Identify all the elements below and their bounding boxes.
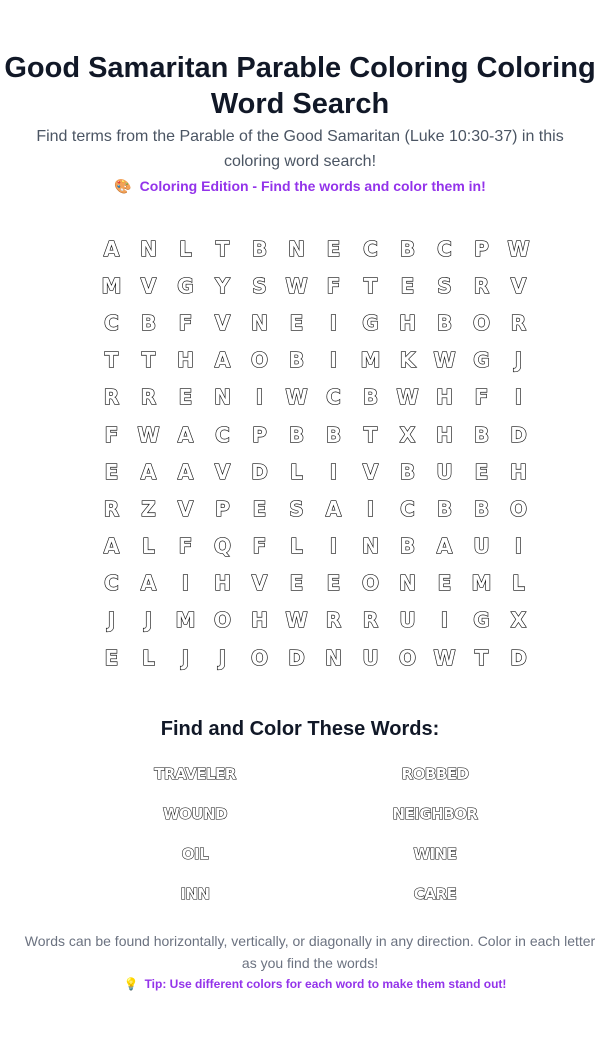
tip-text: Tip: Use different colors for each word to make them stand out!: [144, 977, 507, 991]
grid-cell[interactable]: J: [181, 645, 190, 670]
word-item: NEIGHBOR: [392, 805, 478, 823]
grid-cell[interactable]: M: [175, 608, 196, 633]
grid-cell[interactable]: I: [329, 348, 338, 373]
grid-cell[interactable]: S: [252, 273, 267, 298]
page-title: Good Samaritan Parable Coloring Coloring Word Search: [4, 52, 596, 120]
word-item: ROBBED: [401, 765, 469, 783]
grid-cell[interactable]: V: [140, 273, 157, 298]
word-item: WINE: [413, 845, 457, 863]
grid-cell[interactable]: Y: [215, 273, 230, 298]
grid-cell[interactable]: F: [326, 273, 341, 298]
grid-cell[interactable]: E: [104, 645, 119, 670]
grid-cell[interactable]: J: [218, 645, 227, 670]
grid-cell[interactable]: A: [214, 348, 231, 373]
grid-cell[interactable]: J: [514, 348, 523, 373]
grid-cell[interactable]: G: [473, 608, 490, 633]
grid-cell[interactable]: O: [213, 608, 231, 633]
grid-cell[interactable]: V: [214, 310, 231, 335]
grid-cell[interactable]: F: [178, 534, 193, 559]
grid-cell[interactable]: B: [436, 496, 453, 521]
grid-cell[interactable]: R: [510, 310, 527, 335]
grid-cell[interactable]: C: [104, 310, 119, 335]
grid-cell[interactable]: L: [142, 534, 155, 559]
grid-cell[interactable]: T: [363, 273, 378, 298]
grid-cell[interactable]: V: [177, 496, 194, 521]
page-subtitle: Find terms from the Parable of the Good Samaritan (Luke 10:30-37) in this coloring word search!: [36, 128, 564, 170]
grid-cell[interactable]: I: [514, 534, 523, 559]
grid-cell[interactable]: K: [399, 348, 416, 373]
grid-cell[interactable]: B: [288, 422, 305, 447]
grid-cell[interactable]: H: [436, 422, 453, 447]
word-item: OIL: [181, 845, 209, 863]
grid-cell[interactable]: W: [285, 273, 308, 298]
grid-cell[interactable]: I: [329, 459, 338, 484]
grid-cell[interactable]: V: [510, 273, 527, 298]
grid-cell[interactable]: W: [137, 422, 160, 447]
grid-cell[interactable]: X: [399, 422, 416, 447]
grid-cell[interactable]: D: [510, 645, 527, 670]
grid-cell[interactable]: H: [251, 608, 268, 633]
grid-cell[interactable]: I: [440, 608, 449, 633]
grid-cell[interactable]: A: [140, 459, 157, 484]
grid-cell[interactable]: P: [474, 236, 489, 261]
grid-cell[interactable]: B: [399, 459, 416, 484]
grid-cell[interactable]: B: [399, 236, 416, 261]
grid-cell[interactable]: C: [326, 385, 341, 410]
grid-cell[interactable]: R: [103, 385, 120, 410]
grid-cell[interactable]: F: [178, 310, 193, 335]
grid-cell[interactable]: W: [433, 348, 456, 373]
grid-cell[interactable]: S: [437, 273, 452, 298]
grid-cell[interactable]: V: [362, 459, 379, 484]
grid-cell[interactable]: J: [107, 608, 116, 633]
grid-cell[interactable]: M: [101, 273, 122, 298]
grid-cell[interactable]: Q: [213, 534, 231, 559]
grid-cell[interactable]: U: [436, 459, 453, 484]
word-search-grid: [93, 230, 537, 676]
grid-cell[interactable]: O: [509, 496, 527, 521]
grid-cell[interactable]: F: [252, 534, 267, 559]
grid-cell[interactable]: N: [325, 645, 342, 670]
grid-cell[interactable]: E: [289, 310, 304, 335]
grid-cell[interactable]: A: [177, 459, 194, 484]
grid-cell[interactable]: C: [437, 236, 452, 261]
tip-banner: [0, 977, 600, 991]
grid-cell[interactable]: U: [362, 645, 379, 670]
grid-cell[interactable]: R: [103, 496, 120, 521]
grid-cell[interactable]: X: [510, 608, 527, 633]
word-item: WOUND: [163, 805, 227, 823]
grid-cell[interactable]: B: [399, 534, 416, 559]
grid-cell[interactable]: I: [329, 310, 338, 335]
grid-cell[interactable]: I: [255, 385, 264, 410]
grid-cell[interactable]: M: [360, 348, 381, 373]
grid-cell[interactable]: O: [361, 571, 379, 596]
grid-cell[interactable]: N: [288, 236, 305, 261]
grid-cell[interactable]: U: [473, 534, 490, 559]
grid-cell[interactable]: A: [325, 496, 342, 521]
grid-cell[interactable]: L: [290, 534, 303, 559]
grid-cell[interactable]: N: [399, 571, 416, 596]
grid-cell[interactable]: B: [473, 496, 490, 521]
word-item: CARE: [413, 885, 457, 903]
grid-cell[interactable]: M: [471, 571, 492, 596]
grid-cell[interactable]: B: [362, 385, 379, 410]
grid-cell[interactable]: T: [363, 422, 378, 447]
grid-cell[interactable]: R: [140, 385, 157, 410]
grid-cell[interactable]: V: [214, 459, 231, 484]
grid-cell[interactable]: T: [104, 348, 119, 373]
grid-cell[interactable]: L: [290, 459, 303, 484]
grid-cell[interactable]: D: [510, 422, 527, 447]
grid-cell[interactable]: H: [399, 310, 416, 335]
grid-cell[interactable]: H: [214, 571, 231, 596]
grid-cell[interactable]: P: [252, 422, 267, 447]
grid-cell[interactable]: W: [433, 645, 456, 670]
grid-cell[interactable]: O: [250, 348, 268, 373]
grid-cell[interactable]: B: [140, 310, 157, 335]
grid-cell[interactable]: O: [250, 645, 268, 670]
grid-cell[interactable]: G: [177, 273, 194, 298]
grid-cell[interactable]: E: [289, 571, 304, 596]
grid-cell[interactable]: E: [252, 496, 267, 521]
grid-cell[interactable]: D: [288, 645, 305, 670]
grid-cell[interactable]: N: [140, 236, 157, 261]
grid-cell[interactable]: I: [181, 571, 190, 596]
word-item: TRAVELER: [154, 765, 236, 783]
grid-cell[interactable]: Z: [141, 496, 156, 521]
grid-cell[interactable]: A: [103, 534, 120, 559]
grid-cell[interactable]: B: [251, 236, 268, 261]
grid-cell[interactable]: J: [144, 608, 153, 633]
instructions-text: Words can be found horizontally, vertically, or diagonally in any direction. Color in each letter as you find the words!: [24, 933, 596, 971]
grid-cell[interactable]: F: [474, 385, 489, 410]
grid-cell[interactable]: H: [177, 348, 194, 373]
grid-cell[interactable]: S: [289, 496, 304, 521]
grid-cell[interactable]: A: [140, 571, 157, 596]
grid-cell[interactable]: E: [437, 571, 452, 596]
grid-cell[interactable]: A: [103, 236, 120, 261]
grid-cell[interactable]: H: [510, 459, 527, 484]
grid-cell[interactable]: N: [362, 534, 379, 559]
grid-cell[interactable]: D: [251, 459, 268, 484]
grid-cell[interactable]: G: [473, 348, 490, 373]
edition-banner: [0, 178, 600, 195]
grid-cell[interactable]: U: [399, 608, 416, 633]
grid-cell[interactable]: C: [400, 496, 415, 521]
grid-cell[interactable]: W: [285, 608, 308, 633]
grid-cell[interactable]: B: [288, 348, 305, 373]
grid-cell[interactable]: A: [436, 534, 453, 559]
grid-cell[interactable]: W: [396, 385, 419, 410]
word-item: INN: [180, 885, 210, 903]
grid-cell[interactable]: N: [214, 385, 231, 410]
grid-cell[interactable]: T: [215, 236, 230, 261]
grid-cell[interactable]: C: [104, 571, 119, 596]
lightbulb-icon: 💡: [123, 977, 139, 991]
grid-cell[interactable]: B: [436, 310, 453, 335]
grid-cell[interactable]: H: [436, 385, 453, 410]
grid-cell[interactable]: W: [285, 385, 308, 410]
grid-cell[interactable]: W: [507, 236, 530, 261]
grid-cell[interactable]: R: [325, 608, 342, 633]
grid-cell[interactable]: T: [474, 645, 489, 670]
grid-cell[interactable]: E: [326, 236, 341, 261]
word-list: [75, 763, 555, 923]
grid-cell[interactable]: G: [362, 310, 379, 335]
grid-cell[interactable]: R: [473, 273, 490, 298]
grid-cell[interactable]: C: [215, 422, 230, 447]
grid-cell[interactable]: I: [514, 385, 523, 410]
grid-cell[interactable]: P: [215, 496, 230, 521]
grid-cell[interactable]: C: [363, 236, 378, 261]
grid-cell[interactable]: I: [366, 496, 375, 521]
grid-cell[interactable]: A: [177, 422, 194, 447]
words-heading: Find and Color These Words:: [160, 718, 440, 740]
grid-cell[interactable]: E: [178, 385, 193, 410]
grid-cell[interactable]: V: [251, 571, 268, 596]
grid-cell[interactable]: T: [141, 348, 156, 373]
grid-cell[interactable]: R: [362, 608, 379, 633]
grid-cell[interactable]: L: [142, 645, 155, 670]
grid-cell[interactable]: O: [472, 310, 490, 335]
grid-cell[interactable]: L: [512, 571, 525, 596]
grid-cell[interactable]: I: [329, 534, 338, 559]
grid-cell[interactable]: E: [474, 459, 489, 484]
grid-cell[interactable]: F: [104, 422, 119, 447]
grid-cell[interactable]: B: [473, 422, 490, 447]
grid-cell[interactable]: E: [400, 273, 415, 298]
grid-cell[interactable]: B: [325, 422, 342, 447]
grid-cell[interactable]: E: [326, 571, 341, 596]
grid-cell[interactable]: E: [104, 459, 119, 484]
grid-cell[interactable]: N: [251, 310, 268, 335]
palette-icon: 🎨: [114, 178, 132, 194]
grid-cell[interactable]: L: [179, 236, 192, 261]
grid-cell[interactable]: O: [398, 645, 416, 670]
edition-text: Coloring Edition - Find the words and color them in!: [139, 178, 486, 194]
